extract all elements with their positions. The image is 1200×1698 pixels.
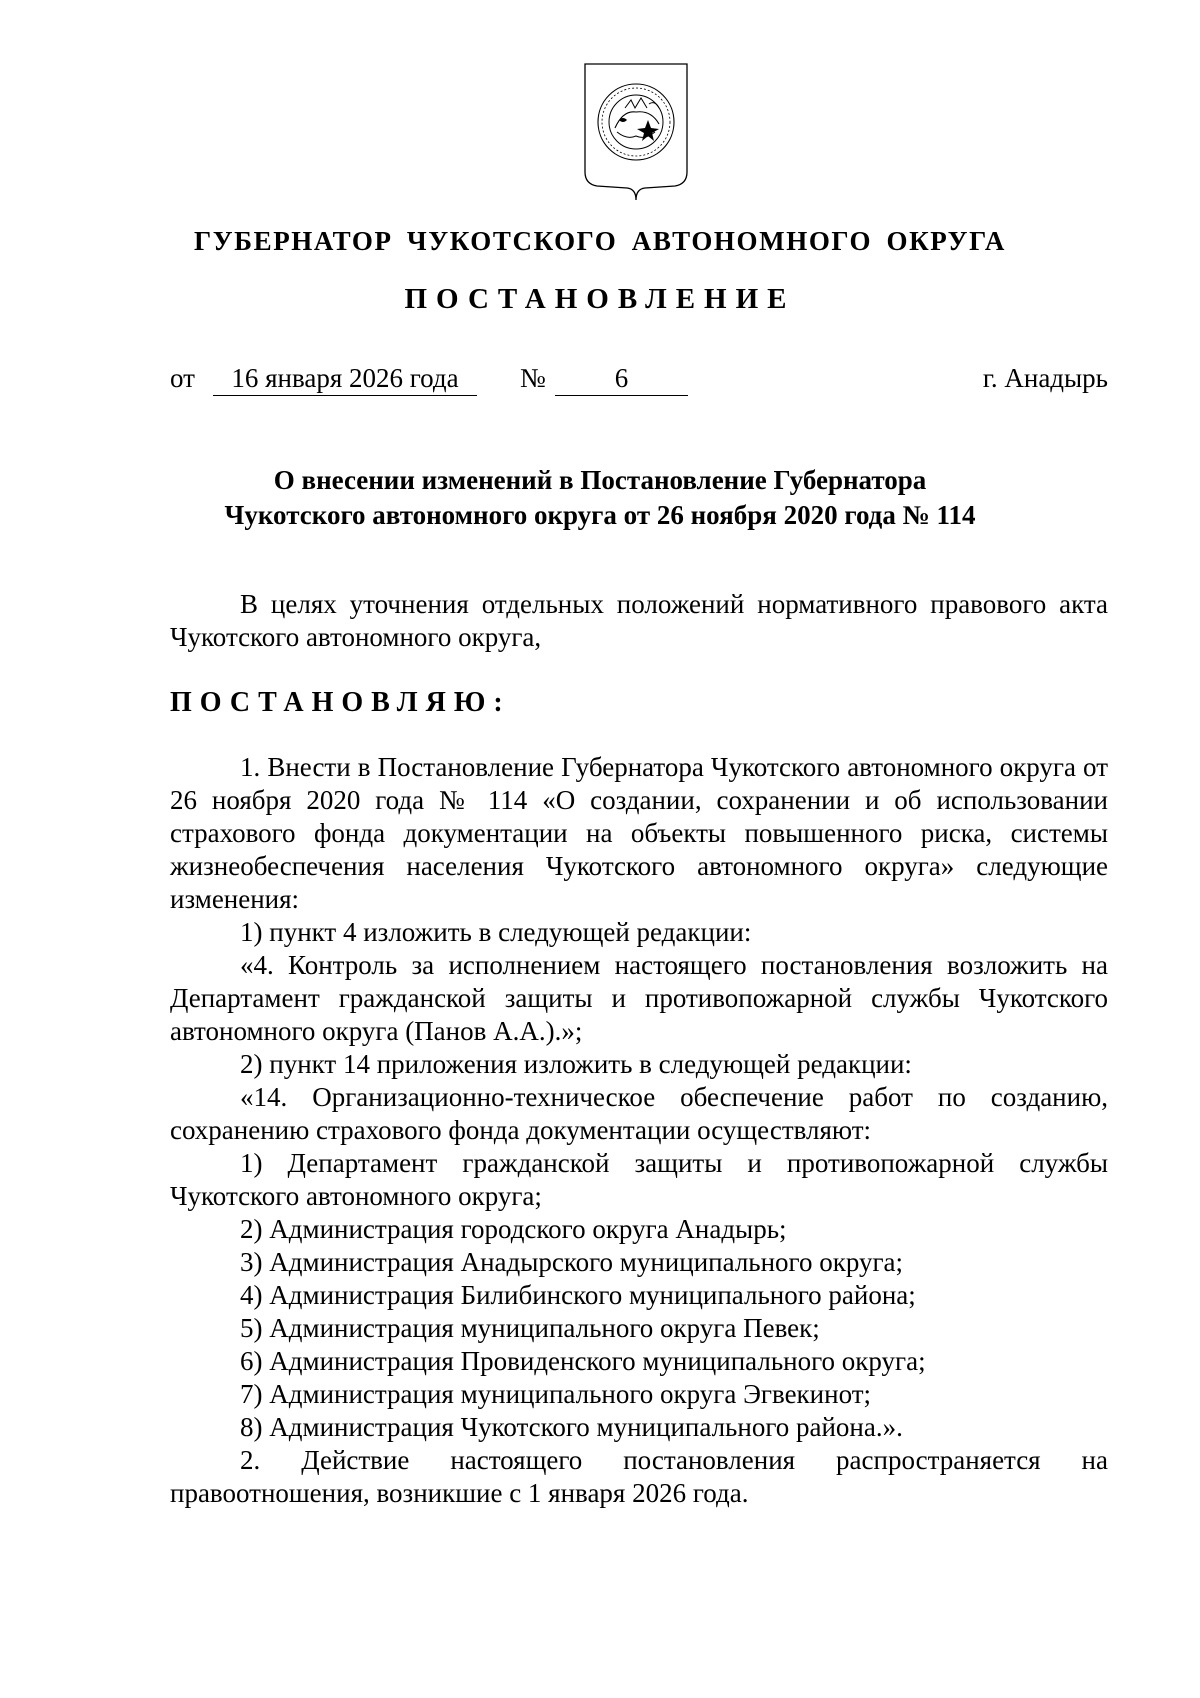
list-item: 2) Администрация городского округа Анадырь; xyxy=(240,1214,787,1244)
list-item: 7) Администрация муниципального округа Эгвекинот; xyxy=(240,1379,872,1409)
document-type: ПОСТАНОВЛЕНИЕ xyxy=(404,283,796,315)
authority-title: ГУБЕРНАТОР ЧУКОТСКОГО АВТОНОМНОГО ОКРУГА xyxy=(193,226,1007,256)
subject-line-1: О внесении изменений в Постановление Губернатора xyxy=(273,465,927,495)
preamble: В целях уточнения отдельных положений нормативного правового акта Чукотского автономного округа, xyxy=(170,589,1108,652)
decree-word: ПОСТАНОВЛЯЮ: xyxy=(170,687,511,718)
coat-of-arms-icon xyxy=(579,60,693,202)
list-item: 1) Департамент гражданской защиты и противопожарной службы Чукотского автономного округа; xyxy=(170,1148,1108,1211)
clause-2: 2. Действие настоящего постановления распространяется на правоотношения, возникшие с 1 января 2026 года. xyxy=(170,1445,1108,1508)
clause-1-sub-1-text: «4. Контроль за исполнением настоящего постановления возложить на Департамент гражданской защиты и противопожарной службы Чукотского автономного округа (Панов А.А.).»; xyxy=(170,950,1108,1046)
document-place: г. Анадырь xyxy=(982,363,1108,393)
document-number: 6 xyxy=(555,363,688,396)
list-item: 4) Администрация Билибинского муниципального района; xyxy=(240,1280,916,1310)
document-date: 16 января 2026 года xyxy=(213,363,477,396)
date-number-line xyxy=(170,363,1108,403)
clause-1-sub-2: 2) пункт 14 приложения изложить в следующей редакции: xyxy=(240,1049,912,1079)
clause-1-sub-1: 1) пункт 4 изложить в следующей редакции: xyxy=(240,917,752,947)
number-label: № xyxy=(520,363,546,393)
clause-1-sub-2-text: «14. Организационно-техническое обеспечение работ по созданию, сохранению страхового фонда документации осуществляют: xyxy=(170,1082,1108,1145)
document-body xyxy=(170,751,1108,1510)
subject-line-2: Чукотского автономного округа от 26 ноября 2020 года № 114 xyxy=(224,500,976,530)
document-subject xyxy=(0,463,1200,533)
clause-1: 1. Внести в Постановление Губернатора Чукотского автономного округа от 26 ноября 2020 года № 114 «О создании, сохранении и об использовании страхового фонда документации на объекты повышенного риска, системы жизнеобеспечения населения Чукотского автономного округа» следующие изменения: xyxy=(170,752,1108,914)
list-item: 3) Администрация Анадырского муниципального округа; xyxy=(240,1247,904,1277)
list-item: 6) Администрация Провиденского муниципального округа; xyxy=(240,1346,926,1376)
list-item: 8) Администрация Чукотского муниципального района.». xyxy=(240,1412,903,1442)
list-item: 5) Администрация муниципального округа Певек; xyxy=(240,1313,820,1343)
date-prefix: от xyxy=(170,363,195,393)
